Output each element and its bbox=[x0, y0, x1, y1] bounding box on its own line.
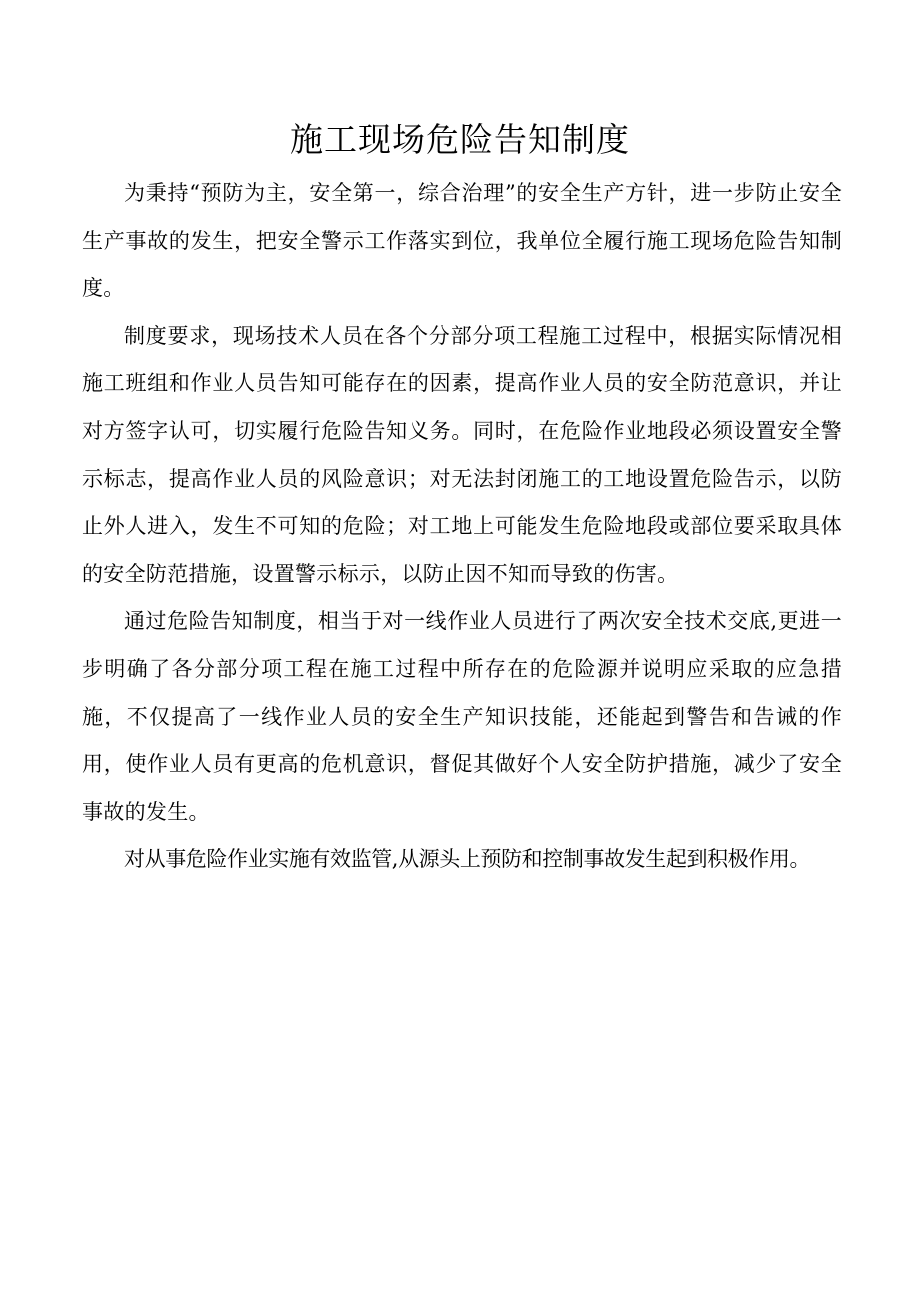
paragraph-effects: 通过危险告知制度，相当于对一线作业人员进行了两次安全技术交底,更进一步明确了各分部分项工程在施工过程中所存在的危险源并说明应采取的应急措施，不仅提高了一线作业人员的安全生产知识技能，还能起到警告和告诫的作用，使作业人员有更高的危机意识，督促其做好个人安全防护措施，减少了安全事故的发生。 bbox=[82, 609, 842, 824]
paragraph-conclusion: 对从事危险作业实施有效监管,从源头上预防和控制事故发生起到积极作用。 bbox=[124, 847, 811, 872]
paragraph-intro: 为秉持“预防为主，安全第一，综合治理”的安全生产方针，进一步防止安全生产事故的发生，把安全警示工作落实到位，我单位全履行施工现场危险告知制度。 bbox=[82, 181, 842, 301]
document-title: 施工现场危险告知制度 bbox=[290, 120, 630, 159]
paragraph-requirements: 制度要求，现场技术人员在各个分部分项工程施工过程中，根据实际情况相施工班组和作业人员告知可能存在的因素，提高作业人员的安全防范意识，并让对方签字认可，切实履行危险告知义务。同时，在危险作业地段必须设置安全警示标志，提高作业人员的风险意识；对无法封闭施工的工地设置危险告示，以防止外人进入，发生不可知的危险；对工地上可能发生危险地段或部位要采取具体的安全防范措施，设置警示标示，以防止因不知而导致的伤害。 bbox=[82, 323, 842, 586]
document-body bbox=[82, 170, 842, 884]
